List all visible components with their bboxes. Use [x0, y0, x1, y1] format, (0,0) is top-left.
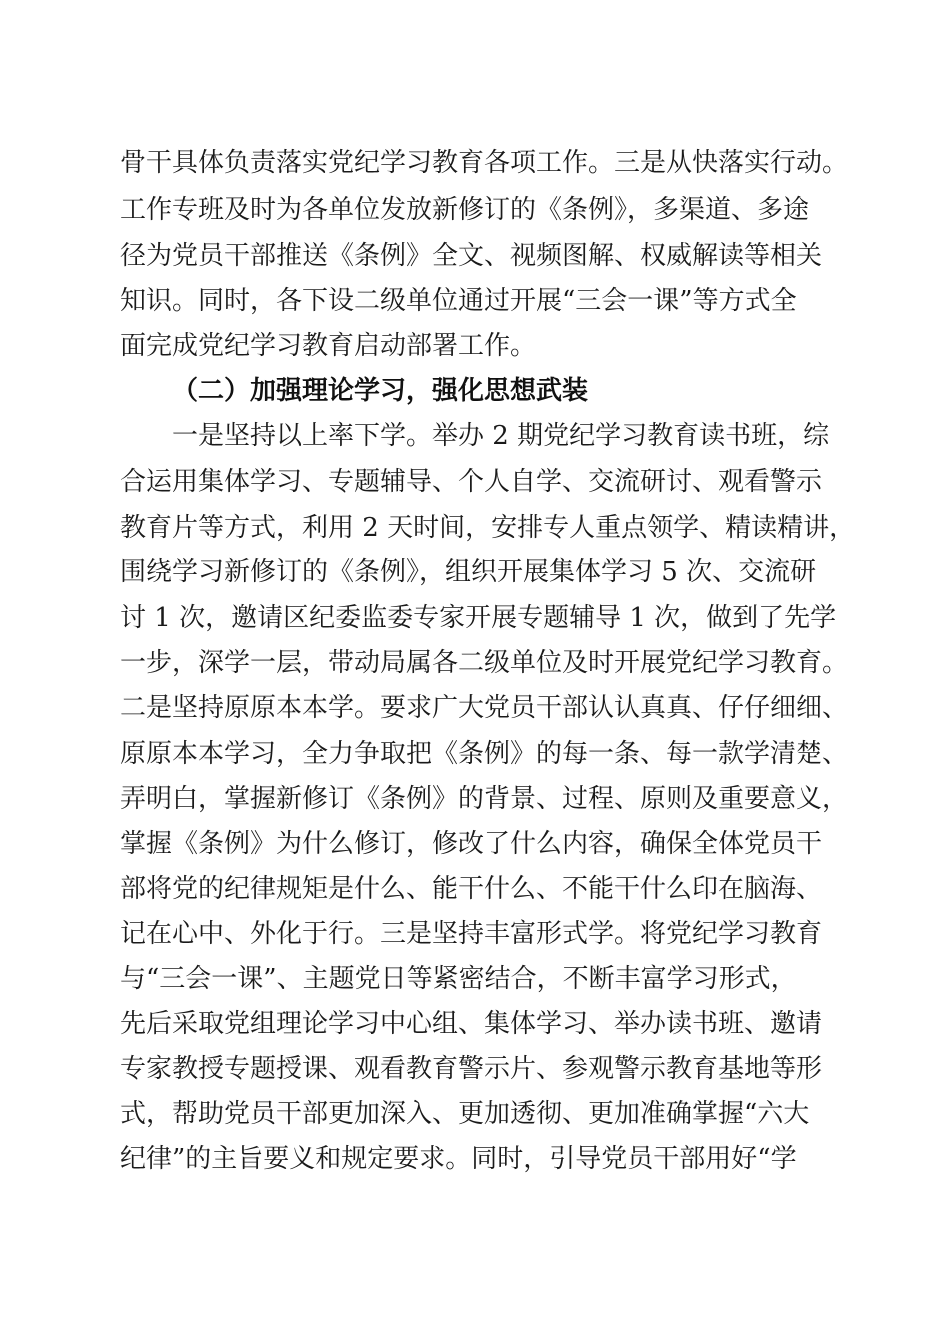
paragraph-line: 记在心中、外化于行。三是坚持丰富形式学。将党纪学习教育 — [120, 919, 823, 949]
paragraph-line: 先后采取党组理论学习中心组、集体学习、举办读书班、邀请 — [120, 1009, 823, 1039]
paragraph-line: 纪律”的主旨要义和规定要求。同时，引导党员干部用好“学 — [120, 1144, 797, 1174]
paragraph-line: 讨 1 次，邀请区纪委监委专家开展专题辅导 1 次，做到了先学 — [120, 603, 837, 633]
paragraph-line: 部将党的纪律规矩是什么、能干什么、不能干什么印在脑海、 — [120, 874, 823, 904]
paragraph-line: 原原本本学习，全力争取把《条例》的每一条、每一款学清楚、 — [120, 739, 849, 769]
paragraph-line: 与“三会一课”、主题党日等紧密结合，不断丰富学习形式， — [120, 964, 797, 994]
paragraph-line: 二是坚持原原本本学。要求广大党员干部认认真真、仔仔细细、 — [120, 693, 849, 723]
paragraph-line: 骨干具体负责落实党纪学习教育各项工作。三是从快落实行动。 — [120, 148, 849, 178]
paragraph-line: 围绕学习新修订的《条例》，组织开展集体学习 5 次、交流研 — [120, 557, 817, 587]
paragraph-line: 教育片等方式，利用 2 天时间，安排专人重点领学、精读精讲， — [120, 513, 856, 543]
paragraph-line: 掌握《条例》为什么修订，修改了什么内容，确保全体党员干 — [120, 829, 823, 859]
paragraph-line: 一步，深学一层，带动局属各二级单位及时开展党纪学习教育。 — [120, 648, 849, 678]
paragraph-line: 合运用集体学习、专题辅导、个人自学、交流研讨、观看警示 — [120, 467, 823, 497]
paragraph-line: 径为党员干部推送《条例》全文、视频图解、权威解读等相关 — [120, 241, 823, 271]
paragraph-line: 一是坚持以上率下学。举办 2 期党纪学习教育读书班，综 — [172, 421, 830, 451]
paragraph-line: 工作专班及时为各单位发放新修订的《条例》，多渠道、多途 — [120, 195, 810, 225]
paragraph-line: 专家教授专题授课、观看教育警示片、参观警示教育基地等形 — [120, 1054, 823, 1084]
paragraph-line: 知识。同时，各下设二级单位通过开展“三会一课”等方式全 — [120, 286, 797, 316]
section-heading: （二）加强理论学习，强化思想武装 — [172, 376, 589, 406]
paragraph-line: 面完成党纪学习教育启动部署工作。 — [120, 331, 537, 361]
paragraph-line: 式，帮助党员干部更加深入、更加透彻、更加准确掌握“六大 — [120, 1099, 810, 1129]
paragraph-line: 弄明白，掌握新修订《条例》的背景、过程、原则及重要意义， — [120, 784, 849, 814]
